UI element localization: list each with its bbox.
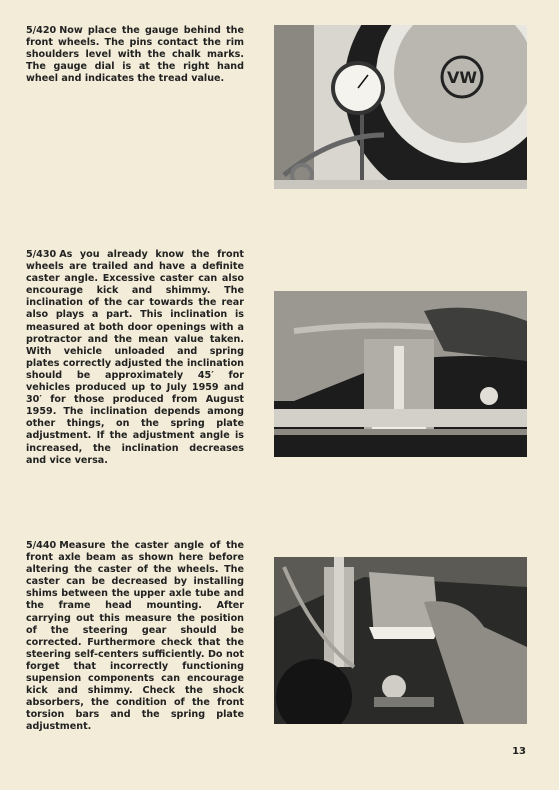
protractor-at-door-opening-photo	[274, 291, 527, 457]
section-number: 5/440	[26, 540, 57, 551]
protractor-on-axle-beam-photo	[274, 557, 527, 724]
section-number: 5/430	[26, 249, 57, 260]
section-text	[26, 25, 244, 85]
section-number: 5/420	[26, 25, 57, 36]
section-text	[26, 540, 244, 734]
svg-text:VW: VW	[446, 68, 478, 87]
section-body: As you already know the front wheels are trailed and have a definite caster angle. Excessive caster can also encourage kick and shimmy. The inclination of the car towards the rear also plays a part. This inclination is measured at both door openings with a protractor and the mean value taken. With vehicle unloaded and spring plates correctly adjusted the inclination should be approximately 45′ for vehicles produced up to July 1959 and 30′ for those produced from August 1959. The inclination depends among other things, on the spring plate adjustment. If the adjustment angle is increased, the inclination decreases and vice versa.	[26, 249, 244, 466]
section-body: Now place the gauge behind the front wheels. The pins contact the rim shoulders level with the chalk marks. The gauge dial is at the right hand wheel and indicates the tread value.	[26, 25, 244, 85]
tread-gauge-on-wheel-photo	[274, 25, 527, 189]
section-text	[26, 249, 244, 467]
page-number: 13	[512, 746, 526, 757]
section-body: Measure the caster angle of the front axle beam as shown here before altering the caster of the wheels. The caster can be decreased by installing shims between the upper axle tube and the frame head mounting. After carrying out this measure the position of the steering gear should be corrected. Furthermore check that the steering self-centers sufficiently. Do not forget that incorrectly functioning supension components can encourage kick and shimmy. Check the shock absorbers, the condition of the front torsion bars and the spring plate adjustment.	[26, 540, 244, 733]
